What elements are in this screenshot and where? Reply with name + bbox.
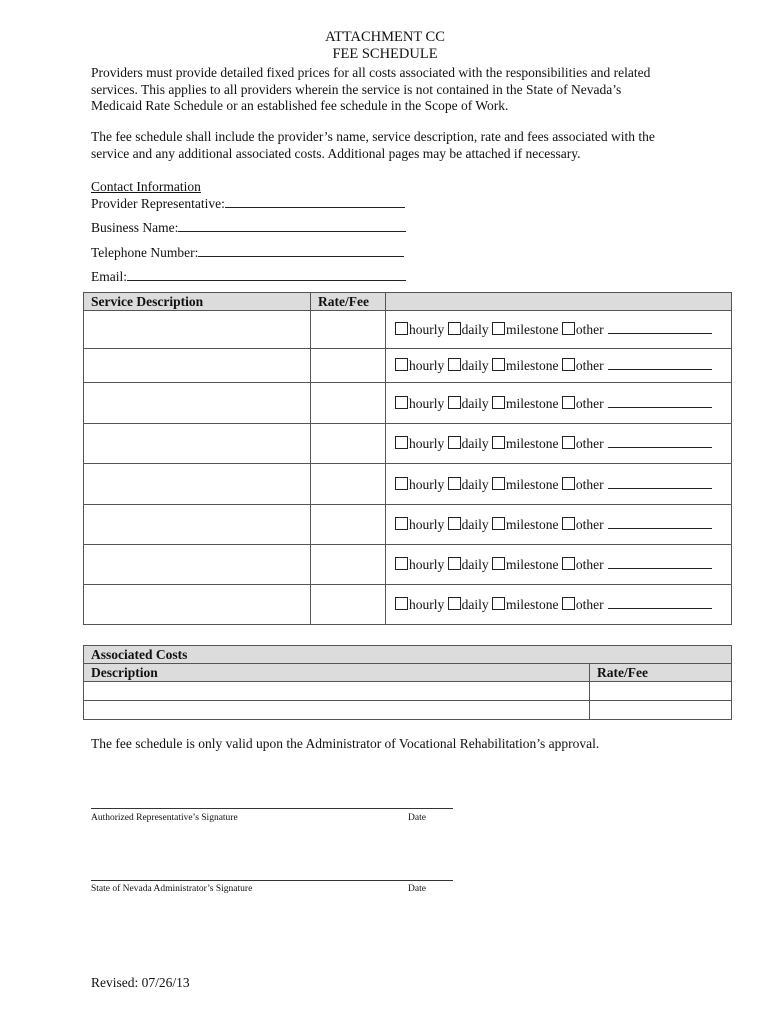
business-name-label: Business Name:: [91, 220, 179, 235]
business-name-field: [91, 219, 406, 236]
admin-signature-label: State of Nevada Administrator’s Signature: [91, 884, 253, 894]
revised-date: Revised: 07/26/13: [91, 975, 190, 990]
checkbox[interactable]: [492, 517, 505, 530]
option-label: other: [575, 597, 604, 612]
attachment-title: ATTACHMENT CC: [325, 29, 445, 45]
option-label: other: [575, 395, 604, 411]
associated-rate-cell[interactable]: [590, 682, 732, 701]
checkbox[interactable]: [448, 322, 461, 335]
service-description-cell[interactable]: [84, 311, 311, 349]
option-label: other: [575, 322, 604, 337]
service-description-cell[interactable]: [84, 383, 311, 424]
option-label: milestone: [506, 322, 559, 337]
associated-costs-header-row: [84, 664, 732, 682]
option-label: other: [575, 557, 604, 572]
other-specify-line[interactable]: [608, 357, 712, 370]
service-description-cell[interactable]: [84, 464, 311, 505]
table-row: [84, 701, 732, 720]
associated-description-header: Description: [84, 664, 590, 682]
billing-type-cell: [386, 545, 732, 585]
associated-costs-heading: Associated Costs: [84, 646, 732, 664]
rate-fee-cell[interactable]: [311, 505, 386, 545]
option-label: other: [575, 436, 604, 451]
checkbox[interactable]: [562, 436, 575, 449]
checkbox[interactable]: [448, 517, 461, 530]
option-label: hourly: [409, 476, 445, 492]
option-label: other: [575, 476, 604, 492]
option-label: daily: [461, 436, 489, 451]
rate-fee-cell[interactable]: [311, 585, 386, 625]
option-label: other: [575, 358, 604, 373]
checkbox[interactable]: [492, 477, 505, 490]
checkbox[interactable]: [562, 597, 575, 610]
checkbox[interactable]: [395, 396, 408, 409]
option-label: milestone: [506, 436, 559, 451]
table-row: [84, 464, 732, 505]
option-label: milestone: [506, 395, 559, 411]
contact-heading: Contact Information: [91, 179, 201, 194]
other-specify-line[interactable]: [608, 596, 712, 609]
option-label: daily: [461, 597, 489, 612]
other-specify-line[interactable]: [608, 321, 712, 334]
email-field: [91, 268, 406, 285]
option-label: daily: [461, 557, 489, 572]
service-description-header: Service Description: [84, 293, 311, 311]
other-specify-line[interactable]: [608, 516, 712, 529]
checkbox[interactable]: [562, 358, 575, 371]
rate-fee-cell[interactable]: [311, 383, 386, 424]
authorized-signature-label: Authorized Representative’s Signature: [91, 813, 238, 823]
billing-type-cell: [386, 383, 732, 424]
service-description-cell[interactable]: [84, 424, 311, 464]
associated-description-cell[interactable]: [84, 701, 590, 720]
provider-representative-label: Provider Representative:: [91, 196, 225, 211]
other-specify-line[interactable]: [608, 556, 712, 569]
option-label: hourly: [409, 557, 445, 572]
checkbox[interactable]: [395, 358, 408, 371]
intro-paragraph: [91, 65, 691, 115]
option-label: hourly: [409, 358, 445, 373]
option-label: milestone: [506, 358, 559, 373]
checkbox[interactable]: [492, 396, 505, 409]
checkbox[interactable]: [448, 597, 461, 610]
table-row: [84, 424, 732, 464]
intro-line: Medicaid Rate Schedule or an established fee schedule in the Scope of Work.: [91, 98, 509, 113]
option-label: hourly: [409, 436, 445, 451]
billing-type-header: [386, 293, 732, 311]
checkbox[interactable]: [492, 358, 505, 371]
checkbox[interactable]: [492, 322, 505, 335]
checkbox[interactable]: [448, 557, 461, 570]
email-line[interactable]: [127, 268, 406, 281]
business-name-line[interactable]: [178, 219, 406, 232]
billing-type-cell: [386, 505, 732, 545]
table-row: [84, 311, 732, 349]
option-label: other: [575, 517, 604, 532]
option-label: hourly: [409, 517, 445, 532]
option-label: milestone: [506, 597, 559, 612]
billing-type-cell: [386, 464, 732, 505]
telephone-label: Telephone Number:: [91, 245, 199, 260]
service-description-cell[interactable]: [84, 505, 311, 545]
other-specify-line[interactable]: [608, 395, 712, 408]
authorized-signature-line[interactable]: [91, 808, 453, 809]
checkbox[interactable]: [395, 477, 408, 490]
other-specify-line[interactable]: [608, 476, 712, 489]
checkbox[interactable]: [562, 517, 575, 530]
billing-type-cell: [386, 311, 732, 349]
option-label: daily: [461, 395, 489, 411]
checkbox[interactable]: [562, 477, 575, 490]
service-table: [83, 292, 732, 625]
instructions-paragraph: [91, 129, 691, 162]
associated-rate-cell[interactable]: [590, 701, 732, 720]
service-description-cell[interactable]: [84, 545, 311, 585]
service-description-cell[interactable]: [84, 585, 311, 625]
checkbox[interactable]: [448, 436, 461, 449]
table-row: [84, 682, 732, 701]
associated-rate-fee-header: Rate/Fee: [590, 664, 732, 682]
checkbox[interactable]: [492, 597, 505, 610]
instructions-line: service and any additional associated costs. Additional pages may be attached if necessary.: [91, 145, 581, 161]
approval-note: The fee schedule is only valid upon the Administrator of Vocational Rehabilitation’s approval.: [91, 736, 600, 751]
table-row: [84, 545, 732, 585]
provider-representative-line[interactable]: [225, 195, 405, 208]
billing-type-cell: [386, 349, 732, 383]
table-row: [84, 383, 732, 424]
checkbox[interactable]: [562, 557, 575, 570]
checkbox[interactable]: [562, 322, 575, 335]
checkbox[interactable]: [395, 322, 408, 335]
checkbox[interactable]: [395, 557, 408, 570]
option-label: hourly: [409, 322, 445, 337]
option-label: daily: [461, 322, 489, 337]
rate-fee-cell[interactable]: [311, 464, 386, 505]
checkbox[interactable]: [562, 396, 575, 409]
rate-fee-cell[interactable]: [311, 349, 386, 383]
service-table-header: [84, 293, 732, 311]
checkbox[interactable]: [395, 597, 408, 610]
admin-date-label: Date: [408, 884, 426, 894]
telephone-field: [91, 244, 404, 261]
rate-fee-cell[interactable]: [311, 545, 386, 585]
option-label: daily: [461, 358, 489, 373]
checkbox[interactable]: [395, 436, 408, 449]
provider-representative-field: [91, 195, 405, 212]
option-label: hourly: [409, 395, 445, 411]
fee-schedule-title: FEE SCHEDULE: [332, 46, 438, 62]
associated-costs-heading-row: [84, 646, 732, 664]
rate-fee-header: Rate/Fee: [311, 293, 386, 311]
option-label: hourly: [409, 597, 445, 612]
checkbox[interactable]: [448, 396, 461, 409]
associated-description-cell[interactable]: [84, 682, 590, 701]
authorized-date-label: Date: [408, 813, 426, 823]
instructions-line: The fee schedule shall include the provider’s name, service description, rate and fees associated with the: [91, 129, 655, 144]
table-row: [84, 349, 732, 383]
table-row: [84, 505, 732, 545]
option-label: daily: [461, 476, 489, 492]
option-label: milestone: [506, 517, 559, 532]
associated-costs-table: [83, 645, 732, 720]
admin-signature-line[interactable]: [91, 880, 453, 881]
rate-fee-cell[interactable]: [311, 311, 386, 349]
option-label: milestone: [506, 557, 559, 572]
checkbox[interactable]: [492, 436, 505, 449]
checkbox[interactable]: [395, 517, 408, 530]
intro-line: Providers must provide detailed fixed prices for all costs associated with the responsibilities and related: [91, 65, 651, 80]
checkbox[interactable]: [492, 557, 505, 570]
email-label: Email:: [91, 269, 127, 284]
table-row: [84, 585, 732, 625]
intro-line: services. This applies to all providers wherein the service is not contained in the State of Nevada’s: [91, 81, 622, 97]
other-specify-line[interactable]: [608, 435, 712, 448]
service-description-cell[interactable]: [84, 349, 311, 383]
telephone-line[interactable]: [198, 244, 404, 257]
option-label: daily: [461, 517, 489, 532]
option-label: milestone: [506, 476, 559, 492]
checkbox[interactable]: [448, 358, 461, 371]
billing-type-cell: [386, 585, 732, 625]
rate-fee-cell[interactable]: [311, 424, 386, 464]
billing-type-cell: [386, 424, 732, 464]
checkbox[interactable]: [448, 477, 461, 490]
